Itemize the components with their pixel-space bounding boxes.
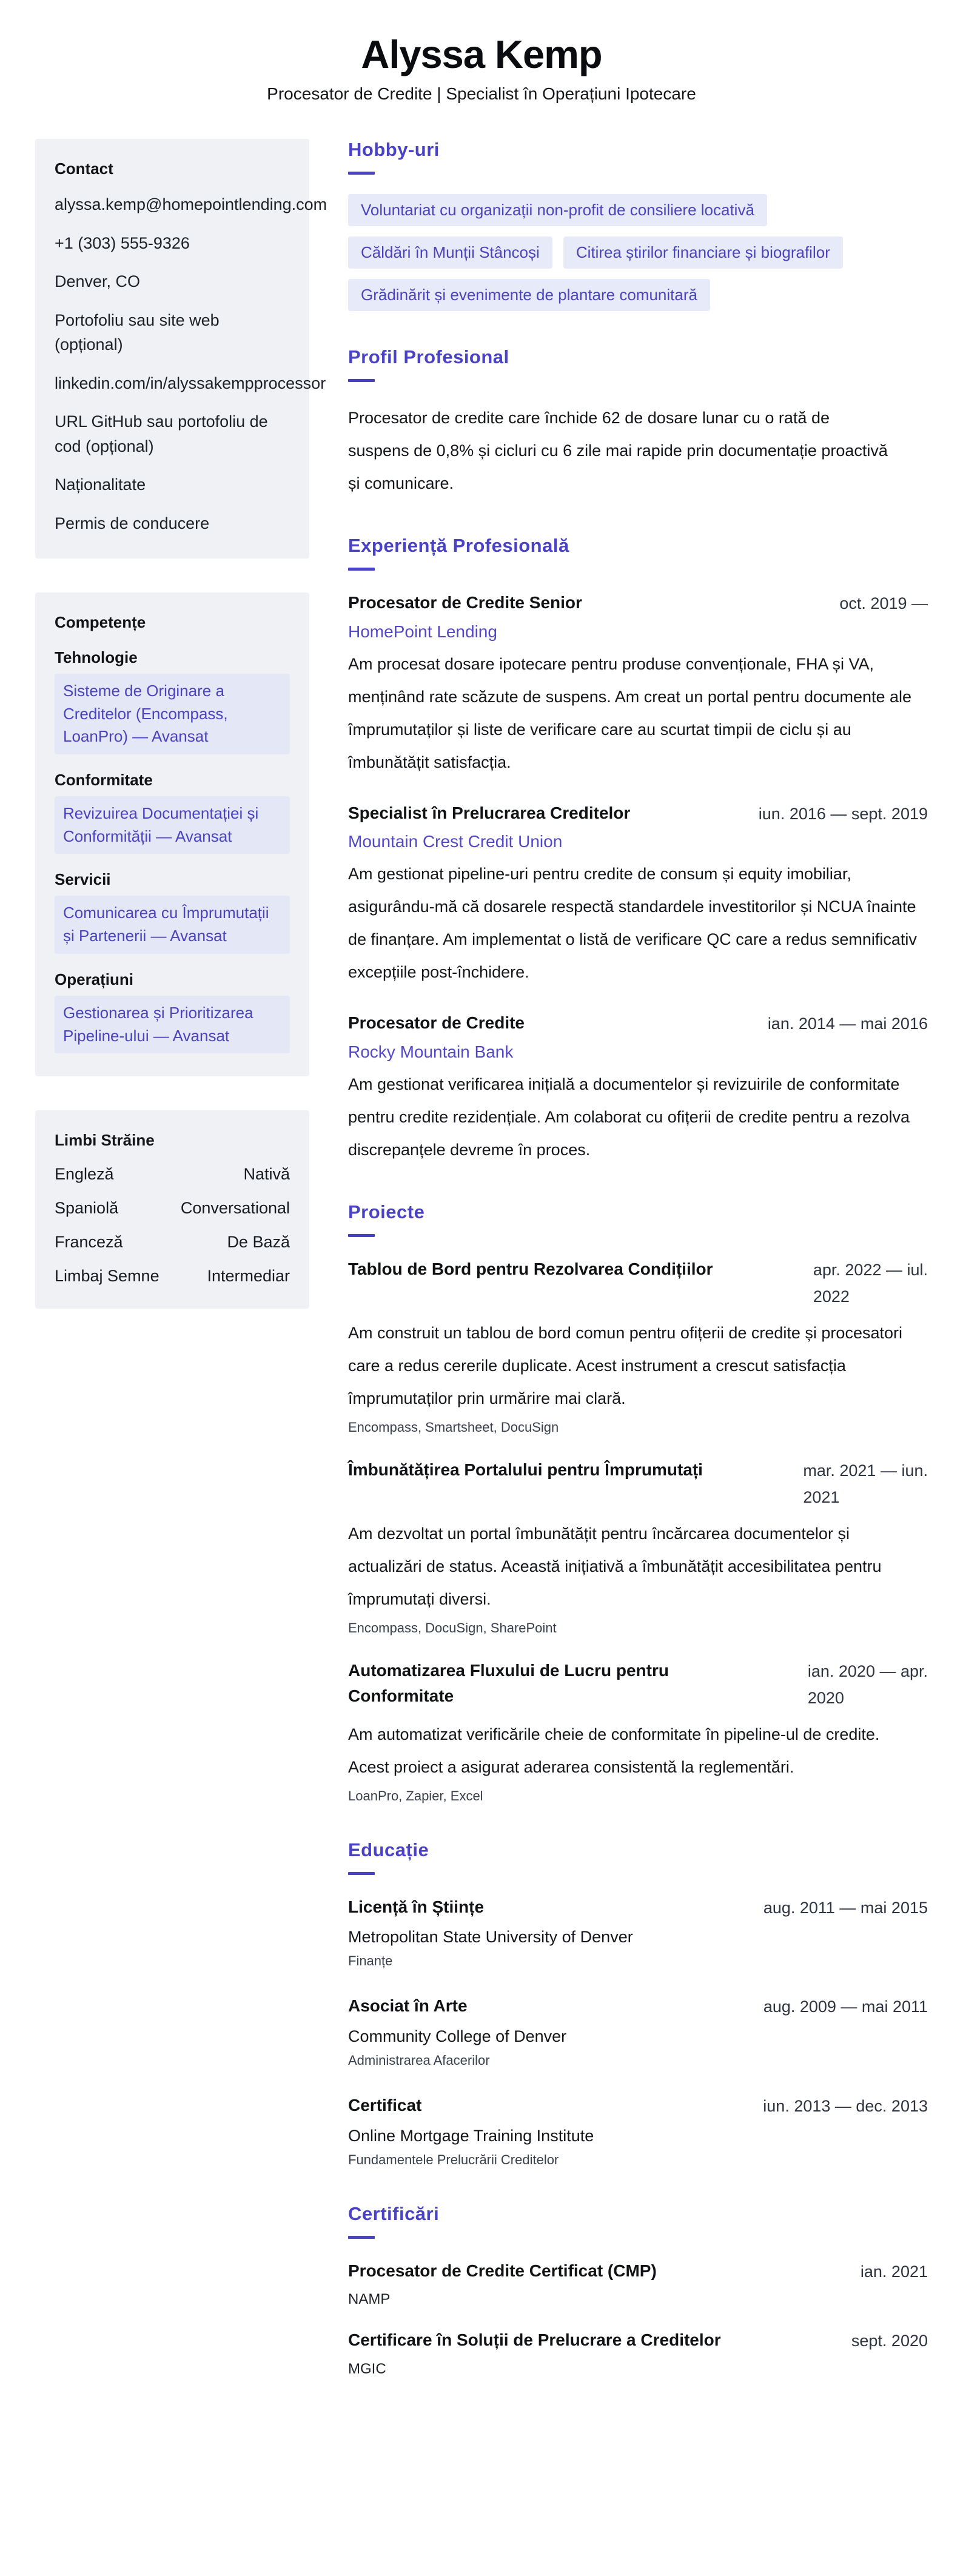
- company-link[interactable]: HomePoint Lending: [348, 622, 497, 641]
- languages-title: Limbi Străine: [55, 1131, 155, 1150]
- entry-header: [348, 800, 928, 828]
- education-list: [348, 1894, 928, 2168]
- entry-header: [348, 1658, 928, 1712]
- contact-item: Denver, CO: [55, 272, 141, 290]
- entry-header: [348, 1894, 928, 1922]
- entry-date-line: ian. 2021: [860, 2262, 928, 2281]
- certifications-list: [348, 2258, 928, 2378]
- contact-item: Portofoliu sau site web (opțional): [55, 310, 220, 354]
- entry-date-line: 2020: [807, 1689, 844, 1708]
- entry-date: [839, 590, 928, 617]
- education-section: [348, 1839, 928, 2168]
- certification-issuer: MGIC: [348, 2360, 386, 2377]
- job-description: Am procesat dosare ipotecare pentru produse convenționale, FHA și VA, menținând rate scăzute de suspens. Am creat un portal pentru documente ale împrumutaților și liste de verificare care au scurtat timpii de ciclu și au îmbunătățit satisfacția.: [348, 654, 912, 771]
- project-title: Îmbunătățirea Portalului pentru Împrumutați: [348, 1460, 703, 1479]
- entry-date-line: ian. 2014 — mai 2016: [767, 1015, 928, 1033]
- entry-header: [348, 1993, 928, 2021]
- certification-issuer: NAMP: [348, 2291, 391, 2308]
- skills-list: [55, 648, 290, 1053]
- hobby-tag: Voluntariat cu organizații non-profit de consiliere locativă: [348, 194, 767, 226]
- degree-title: Licență în Științe: [348, 1897, 485, 1916]
- contact-item: Naționalitate: [55, 475, 146, 494]
- projects-list: [348, 1256, 928, 1804]
- language-level: De Bază: [227, 1233, 290, 1252]
- project-description: Am construit un tablou de bord comun pentru ofițerii de credite și procesatori care a redus cererile duplicate. Acest instrument a crescut satisfacția împrumutaților prin urmărire mai clară.: [348, 1323, 902, 1407]
- entry-date: [763, 1894, 928, 1922]
- profile-section: [348, 346, 928, 500]
- contact-item: +1 (303) 555-9326: [55, 233, 190, 252]
- contact-item: Permis de conducere: [55, 514, 210, 532]
- school-name: Metropolitan State University of Denver: [348, 1928, 633, 1947]
- contact-item[interactable]: linkedin.com/in/alyssakempprocessor: [55, 374, 326, 392]
- education-heading: Educație: [348, 1839, 429, 1860]
- language-row: [55, 1165, 290, 1184]
- certification-title: Certificare în Soluții de Prelucrare a Creditelor: [348, 2330, 721, 2350]
- main-column: [348, 139, 928, 2413]
- entry-date-line: apr. 2022 — iul.: [813, 1260, 928, 1279]
- contact-card: [35, 139, 327, 558]
- company-link[interactable]: Mountain Crest Credit Union: [348, 832, 563, 851]
- job-entry: [348, 1010, 928, 1166]
- heading-rule: [348, 1234, 375, 1237]
- entry-date-line: 2022: [813, 1287, 850, 1306]
- heading-rule: [348, 2236, 375, 2239]
- entry-header: [348, 590, 928, 617]
- entry-header: [348, 1010, 928, 1038]
- entry-date: [803, 1457, 928, 1511]
- project-description: Am dezvoltat un portal îmbunătățit pentru încărcarea documentelor și actualizări de status. Această inițiativă a îmbunătățit accesibilitatea pentru împrumutați diversi.: [348, 1524, 882, 1608]
- field-of-study: Fundamentele Prelucrării Creditelor: [348, 2152, 559, 2167]
- language-level: Nativă: [243, 1165, 290, 1184]
- entry-header: [348, 2258, 928, 2286]
- heading-rule: [348, 1872, 375, 1875]
- columns: [35, 139, 928, 2413]
- hobby-tags: [348, 194, 928, 311]
- heading-rule: [348, 172, 375, 175]
- hobbies-heading: Hobby-uri: [348, 139, 440, 160]
- hobby-tag: Grădinărit și evenimente de plantare comunitară: [348, 279, 710, 311]
- entry-header: [348, 1256, 928, 1310]
- job-title: Procesator de Credite Senior: [348, 593, 582, 612]
- entry-header: [348, 2093, 928, 2120]
- skill-category-label: Operațiuni: [55, 970, 134, 988]
- field-of-study: Finanțe: [348, 1953, 393, 1969]
- person-name: Alyssa Kemp: [361, 32, 602, 76]
- language-name: Franceză: [55, 1233, 123, 1252]
- project-stack: Encompass, Smartsheet, DocuSign: [348, 1419, 559, 1435]
- field-of-study: Administrarea Afacerilor: [348, 2053, 490, 2068]
- job-description: Am gestionat verificarea inițială a documentelor și revizuirile de conformitate pentru credite rezidențiale. Am colaborat cu ofițerii de credite pentru a rezolva discrepanțele devreme în proces.: [348, 1075, 910, 1159]
- education-entry: [348, 1993, 928, 2068]
- certification-title: Procesator de Credite Certificat (CMP): [348, 2261, 657, 2280]
- contact-title: Contact: [55, 159, 113, 178]
- contact-list: [55, 192, 327, 535]
- language-name: Engleză: [55, 1165, 114, 1184]
- projects-section: [348, 1201, 928, 1804]
- project-title: Automatizarea Fluxului de Lucru pentru Conformitate: [348, 1660, 669, 1705]
- entry-date-line: iun. 2013 — dec. 2013: [763, 2097, 928, 2116]
- project-description: Am automatizat verificările cheie de conformitate în pipeline-ul de credite. Acest proiect a asigurat aderarea consistentă la reglementări.: [348, 1725, 880, 1776]
- entry-date-line: aug. 2009 — mai 2011: [763, 1997, 928, 2016]
- certifications-heading: Certificări: [348, 2202, 440, 2224]
- projects-heading: Proiecte: [348, 1201, 425, 1223]
- degree-title: Certificat: [348, 2096, 422, 2115]
- job-title: Procesator de Credite: [348, 1013, 525, 1033]
- entry-date-line: iun. 2016 — sept. 2019: [758, 804, 928, 823]
- company-link[interactable]: Rocky Mountain Bank: [348, 1042, 514, 1061]
- skill-category-label: Conformitate: [55, 771, 153, 790]
- entry-date: [813, 1256, 928, 1310]
- skill-chip: Comunicarea cu Împrumutații și Partenerii — Avansat: [55, 896, 290, 953]
- job-title: Specialist în Prelucrarea Creditelor: [348, 803, 631, 822]
- skills-title: Competențe: [55, 613, 146, 631]
- profile-heading: Profil Profesional: [348, 346, 509, 367]
- languages-list: [55, 1165, 290, 1286]
- language-level: Intermediar: [207, 1267, 290, 1286]
- entry-date: [851, 2327, 928, 2355]
- entry-date: [861, 2258, 928, 2286]
- hobbies-section: [348, 139, 928, 311]
- languages-card: [35, 1110, 309, 1309]
- experience-list: [348, 590, 928, 1166]
- certification-entry: [348, 2258, 928, 2309]
- entry-date: [768, 1010, 928, 1038]
- project-title: Tablou de Bord pentru Rezolvarea Condițiilor: [348, 1259, 713, 1278]
- heading-rule: [348, 379, 375, 382]
- skills-card: [35, 592, 309, 1076]
- project-stack: LoanPro, Zapier, Excel: [348, 1788, 483, 1803]
- experience-heading: Experiență Profesională: [348, 535, 569, 556]
- skill-chip: Sisteme de Originare a Creditelor (Encompass, LoanPro) — Avansat: [55, 674, 290, 754]
- entry-date-line: 2021: [803, 1488, 840, 1507]
- school-name: Community College of Denver: [348, 2027, 567, 2046]
- entry-date-line: mar. 2021 — iun.: [803, 1461, 928, 1480]
- language-name: Limbaj Semne: [55, 1267, 159, 1286]
- project-entry: [348, 1256, 928, 1435]
- language-level: Conversational: [180, 1199, 290, 1218]
- project-entry: [348, 1658, 928, 1804]
- education-entry: [348, 2093, 928, 2168]
- language-name: Spaniolă: [55, 1199, 119, 1218]
- entry-date: [808, 1658, 928, 1712]
- hobby-tag: Căldări în Munții Stâncoși: [348, 236, 552, 269]
- entry-date: [763, 1993, 928, 2021]
- entry-date: [763, 2093, 928, 2120]
- skill-chip: Revizuirea Documentației și Conformității — Avansat: [55, 796, 290, 854]
- language-row: [55, 1199, 290, 1218]
- entry-header: [348, 2327, 928, 2355]
- certification-entry: [348, 2327, 928, 2378]
- project-entry: [348, 1457, 928, 1636]
- resume-header: [35, 32, 928, 104]
- entry-date-line: ian. 2020 — apr.: [807, 1662, 928, 1680]
- job-entry: [348, 590, 928, 779]
- project-stack: Encompass, DocuSign, SharePoint: [348, 1620, 557, 1635]
- language-row: [55, 1267, 290, 1286]
- certifications-section: [348, 2203, 928, 2378]
- hobby-tag: Citirea știrilor financiare și biografilor: [563, 236, 843, 269]
- degree-title: Asociat în Arte: [348, 1996, 468, 2016]
- skill-chip: Gestionarea și Prioritizarea Pipeline-ului — Avansat: [55, 996, 290, 1053]
- job-description: Am gestionat pipeline-uri pentru credite de consum și equity imobiliar, asigurându-mă că dosarele respectă standardele investitorilor și NCUA înainte de finanțare. Am implementat o listă de verificare QC care a redus semnificativ excepțiile post-închidere.: [348, 865, 917, 982]
- entry-date-line: sept. 2020: [851, 2332, 928, 2350]
- sidebar: [35, 139, 327, 1343]
- entry-date-line: oct. 2019 —: [839, 594, 928, 612]
- entry-date: [759, 800, 928, 828]
- entry-header: [348, 1457, 928, 1511]
- skill-category-label: Servicii: [55, 870, 111, 889]
- person-headline: Procesator de Credite | Specialist în Operațiuni Ipotecare: [267, 84, 696, 103]
- skill-category-label: Tehnologie: [55, 648, 138, 666]
- entry-date-line: aug. 2011 — mai 2015: [763, 1898, 928, 1917]
- language-row: [55, 1233, 290, 1252]
- profile-text: Procesator de credite care închide 62 de dosare lunar cu o rată de suspens de 0,8% și cicluri cu 6 zile mai rapide prin documentație proactivă și comunicare.: [348, 409, 888, 492]
- heading-rule: [348, 568, 375, 571]
- contact-item[interactable]: alyssa.kemp@homepointlending.com: [55, 195, 327, 213]
- school-name: Online Mortgage Training Institute: [348, 2126, 594, 2145]
- education-entry: [348, 1894, 928, 1970]
- contact-item: URL GitHub sau portofoliu de cod (opțional): [55, 412, 268, 455]
- job-entry: [348, 800, 928, 989]
- experience-section: [348, 535, 928, 1166]
